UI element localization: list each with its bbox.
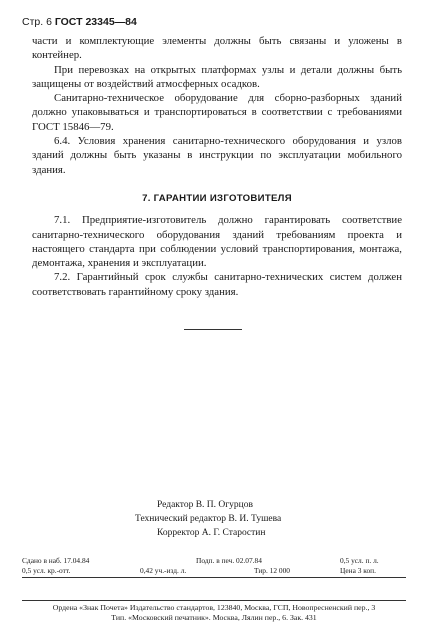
paragraph-transport: При перевозках на открытых платформах узлы и детали должны быть защищены от воздействий атмосферных осадков. <box>32 63 402 90</box>
document-body <box>32 34 402 299</box>
imprint-rule-bottom <box>22 600 406 601</box>
page-header <box>22 16 137 28</box>
imprint-block <box>22 556 406 575</box>
paragraph-7-1: 7.1. Предприятие-изготовитель должно гарантировать соответствие санитарно-технического оборудования зданий требованиям проекта и настоящего стандарта при соблюдении условий транспортирования, монтажа, демонтажа, хранения и эксплуатации. <box>32 214 402 270</box>
paragraph-7-2: 7.2. Гарантийный срок службы санитарно-технических систем должен соответствовать гарантийному сроку здания. <box>32 271 402 298</box>
imprint-submitted: Сдано в наб. 17.04.84 <box>22 556 90 565</box>
imprint-edition-sheets: 0,42 уч.-изд. л. <box>140 565 187 575</box>
publisher-line: Ордена «Знак Почета» Издательство стандартов, 123840, Москва, ГСП, Новопресненский пер., 3 <box>52 603 376 612</box>
imprint-print-sheets: 0,5 усл. п. л. <box>340 556 379 565</box>
editors-block <box>135 498 281 540</box>
end-rule <box>184 329 242 330</box>
paragraph-6-4: 6.4. Условия хранения санитарно-технического оборудования и узлов зданий должны быть указаны в инструкции по эксплуатации мобильного здания. <box>32 135 402 176</box>
imprint-row-1 <box>22 556 406 566</box>
paragraph-packaging: Санитарно-техническое оборудование для сборно-разборных зданий должно упаковываться и транспортироваться в соответствии с требованиями ГОСТ 15846—79. <box>32 92 402 133</box>
standard-number: ГОСТ 23345—84 <box>54 16 137 28</box>
corrector-line: Корректор А. Г. Старостин <box>157 528 266 538</box>
imprint-circulation: Тир. 12 000 <box>254 565 291 575</box>
page-number: Стр. 6 <box>22 16 52 28</box>
imprint-rule-top <box>22 577 406 578</box>
section-heading: 7. ГАРАНТИИ ИЗГОТОВИТЕЛЯ <box>142 192 292 204</box>
imprint-color-prints: 0,5 усл. кр.-отт. <box>22 565 71 575</box>
imprint-signed: Подп. в печ. 02.07.84 <box>196 556 262 565</box>
tech-editor-line: Технический редактор В. И. Тушева <box>135 514 282 524</box>
paragraph-continuation: части и комплектующие элементы должны быть связаны и уложены в контейнер. <box>32 35 402 62</box>
imprint-price: Цена 3 коп. <box>340 565 376 575</box>
imprint-row-2 <box>22 566 406 576</box>
publisher-footer <box>22 603 406 623</box>
editor-line: Редактор В. П. Огурцов <box>157 500 253 510</box>
printer-line: Тип. «Московский печатник». Москва, Лялин пер., 6. Зак. 431 <box>111 613 317 622</box>
